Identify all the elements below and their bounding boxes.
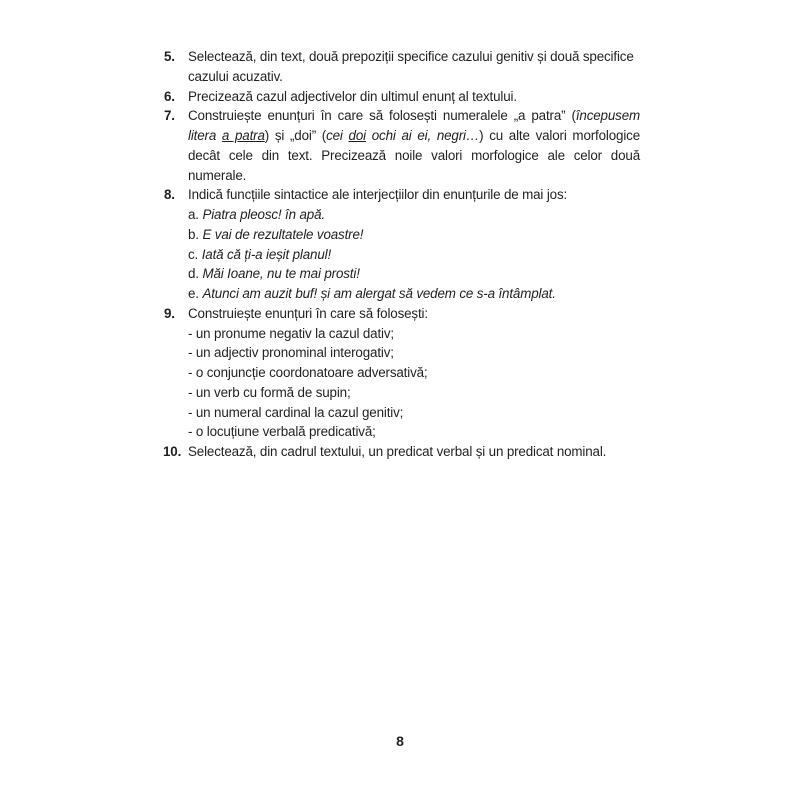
subitem: - un numeral cardinal la cazul genitiv; — [188, 404, 404, 420]
subitem: - un verb cu formă de supin; — [188, 384, 351, 400]
subitem-e — [188, 284, 640, 304]
question-6 — [164, 87, 640, 107]
quote-italic: ochi ai ei, negri… — [365, 128, 480, 143]
question-8 — [164, 185, 640, 304]
question-number: 10. — [163, 444, 182, 459]
subitem: - o conjuncție coordonatoare adversativă; — [188, 365, 428, 380]
question-number: 7. — [164, 108, 175, 124]
question-text: Construiește enunțuri în care să folosești numeralele „a patra” ( — [188, 108, 576, 124]
subitem-text: Măi Ioane, nu te mai prosti! — [202, 266, 360, 282]
subitem-c — [188, 245, 640, 265]
question-9 — [164, 304, 640, 442]
quote-italic: începusem litera — [188, 108, 640, 143]
quote-underlined: a patra — [221, 128, 265, 143]
question-number: 5. — [164, 49, 175, 64]
question-10 — [164, 442, 640, 462]
subitem-text: Piatra pleosc! în apă. — [202, 207, 325, 222]
question-text: Selectează, din cadrul textului, un predicat verbal și un predicat nominal. — [188, 444, 607, 459]
subitem-label: b. — [188, 226, 199, 242]
quote-underlined: doi — [348, 128, 366, 143]
question-text: ) și „doi” ( — [264, 128, 327, 143]
question-5 — [164, 47, 640, 87]
question-number: 6. — [164, 88, 175, 104]
subitem: - un adjectiv pronominal interogativ; — [188, 345, 394, 361]
subitem-label: a. — [188, 207, 199, 222]
subitem: - un pronume negativ la cazul dativ; — [188, 325, 394, 341]
subitem-d — [188, 264, 640, 284]
subitem-label: c. — [188, 246, 199, 262]
quote-italic: cei — [326, 128, 349, 143]
question-text: Indică funcțiile sintactice ale interjecțiilor din enunțurile de mai jos: — [188, 187, 568, 203]
subitem-label: e. — [188, 286, 199, 301]
question-text: Selectează, din text, două prepoziții specifice cazului genitiv și două specifice cazului acuzativ. — [188, 49, 634, 84]
subitem-a — [188, 205, 640, 225]
question-text: ) cu alte valori morfologice decât cele din text. Precizează noile valori morfologice ale celor două numerale. — [188, 128, 641, 183]
subitem-text: Atunci am auzit buf! și am alergat să vedem ce s-a întâmplat. — [202, 286, 556, 301]
subitem-text: Iată că ți-a ieșit planul! — [201, 246, 332, 262]
page-number: 8 — [396, 733, 404, 749]
subitem-text: E vai de rezultatele voastre! — [202, 226, 364, 242]
question-number: 9. — [164, 305, 175, 321]
subitem-label: d. — [188, 266, 199, 282]
question-text: Precizează cazul adjectivelor din ultimul enunț al textului. — [188, 88, 517, 104]
question-number: 8. — [164, 187, 175, 203]
question-text: Construiește enunțuri în care să folosești: — [188, 305, 428, 321]
exercise-list — [164, 47, 640, 462]
subitem: - o locuțiune verbală predicativă; — [188, 424, 376, 440]
question-7 — [164, 106, 640, 185]
subitem-b — [188, 225, 640, 245]
